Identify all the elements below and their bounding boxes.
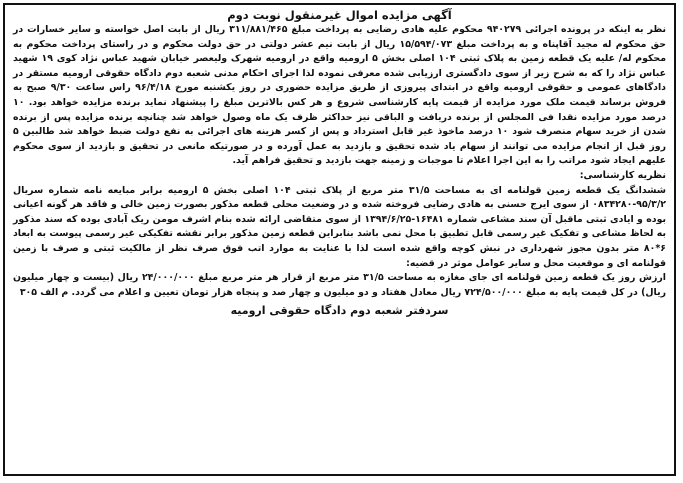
expert-opinion-paragraph: ششدانگ یک قطعه زمین قولنامه ای به مساحت ۳۱/۵ متر مربع از پلاک ثبتی ۱۰۴ اصلی بخش ۵ ارومیه برابر مبایعه نامه شماره سریال ۹۵/۳/۲-۰۸۳۴۲۸۰ از سوی ایرج حسنی به هادی رضایی فروخته شده و در وضعیت محلی قطعه مذکور بصورت زمین خالی و فاقد هر گونه اعیانی بوده و ایادی ثبتی ماقبل آن سند مشاعی شماره ۱۶۴۸۱-۱۳۹۴/۶/۲۵ از سوی متقاضی ارائه شده بنام اشرف مومن ریک آبادی بوده که سند مذکور به لحاظ مشاعی و تفکیک غیر رسمی قابل تطبیق با محل نمی باشد بنابراین قطعه زمین مذکور برابر نقشه تفکیکی غیر رسمی پیوست به ابعاد ۶*۸۰ متر بدون مجوز شهرداری در نبش کوچه واقع شده است لذا با عنایت به موارد اتب فوق صرف نظر از مالکیت ثبتی و صرف با زمین قولنامه ای و موقعیت محل و سایر عوامل موثر در قضیه: xyxy=(13,184,666,269)
expert-opinion-heading: نظریه کارشناسی: xyxy=(579,169,666,181)
notice-main-paragraph: نظر به اینکه در پرونده اجرائی ۹۴۰۲۷۹ محکوم علیه هادی رضایی به پرداخت مبلغ ۳۱۱/۸۸۱/۴۶۵ ریال از بابت اصل خواسته و سایر خسارات در حق محکوم له مجید آقاپناه و به پرداخت مبلغ ۱۵/۵۹۴/۰۷۳ ریال از بابت نیم عشر دولتی در حق دولت محکوم و در راستای پرداخت محکوم به محکوم له/ علیه یک قطعه زمین به پلاک ثبتی ۱۰۴ اصلی بخش ۵ ارومیه واقع در ارومیه شهرک ولیعصر خیابان شهید عباس نژاد کوی ۱۹ شهید عباس نژاد را که به شرح زیر از سوی دادگستری ارزیابی شده معرفی نموده لذا اجرای احکام مدنی شعبه دوم دادگاه حقوقی ارومیه مستقر در دادگاهای عمومی و حقوقی ارومیه واقع در ابتدای پیروزی از طریق مزایده حضوری در روز یکشنبه مورخ ۹۶/۴/۱۸ راس ساعت ۹/۳۰ صبح به فروش برساند قیمت ملک مورد مزایده از قیمت پایه کارشناسی شروع و هر کس بالاترین مبلغ را پیشنهاد نماید برنده مزایده خواهد بود. ۱۰ درصد مورد مزایده نقدا فی المجلس از برنده دریافت و الباقی نیز حداکثر ظرف یک ماه وصول خواهد شد چنانچه برنده مزایده پس از برنده شدن از خرید سهام منصرف شود ۱۰ درصد ماخوذ غیر قابل استرداد و پس از کسر هزینه های اجرائی به نفع دولت ضبط خواهد شد طالبین ۵ روز قبل از انجام مزایده می توانند از سهام یاد شده تحقیق و بازدید به عمل آورده و در صورتیکه مانعی در تحقیق و بازدید از سوی محکوم علیهم ایجاد شود مراتب را به این اجرا اعلام تا موجبات و زمینه جهت بازدید و تحقیق فراهم آید. xyxy=(13,24,666,167)
notice-signature: سردفتر شعبه دوم دادگاه حقوقی ارومیه xyxy=(230,304,449,318)
notice-title: آگهی مزایده اموال غیرمنقول نوبت دوم xyxy=(227,8,452,22)
valuation-paragraph: ارزش روز یک قطعه زمین قولنامه ای جای مغازه به مساحت ۳۱/۵ متر مربع از قرار هر متر مربع مبلغ ۲۴/۰۰۰/۰۰۰ ریال (بیست و چهار میلیون ریال) در کل قیمت پایه به مبلغ ۷۲۴/۵۰۰/۰۰۰ ریال معادل هفتاد و دو میلیون و چهار صد و پنجاه هزار تومان تعیین و اعلام می گردد. م الف ۳۰۵ xyxy=(13,272,666,298)
auction-notice xyxy=(3,3,676,476)
